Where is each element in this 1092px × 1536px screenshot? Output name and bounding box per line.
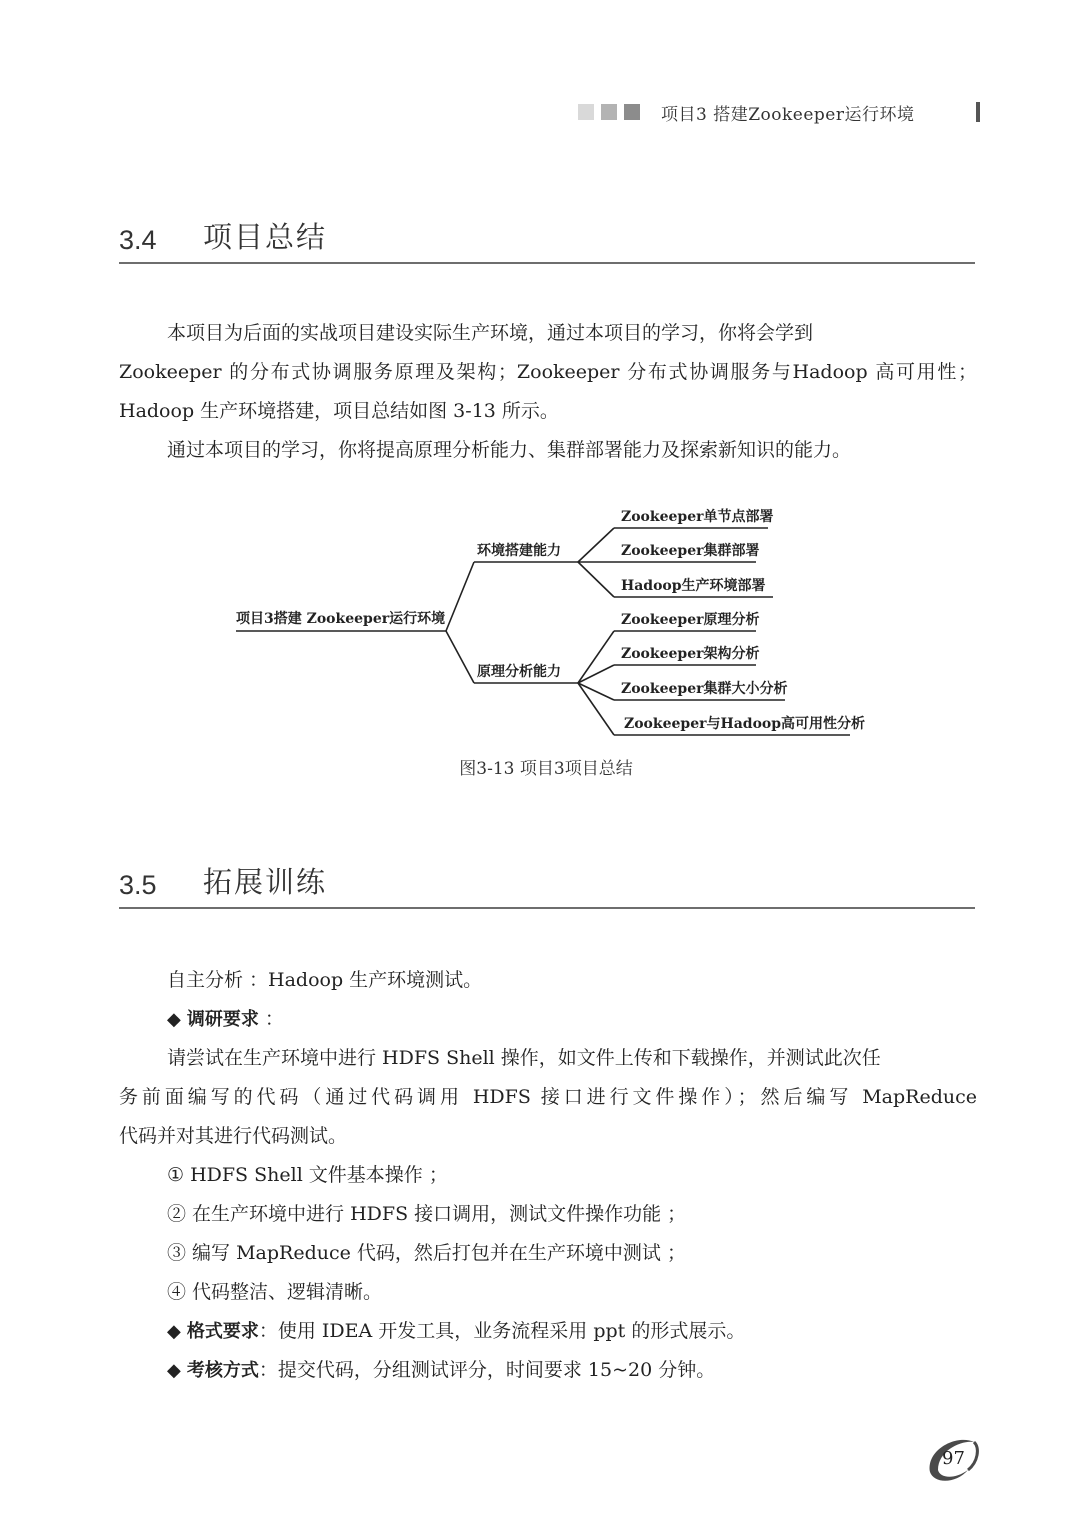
mindmap-leaf: Zookeeper集群大小分析 — [621, 681, 788, 697]
section-3-4-heading — [119, 222, 975, 264]
diamond-bullet-icon: ◆ — [167, 1321, 181, 1342]
assess-label: 考核方式 — [186, 1360, 259, 1381]
requirement-line-1: 请尝试在生产环境中进行 HDFS Shell 操作，如文件上传和下载操作，并测试此次任 — [167, 1047, 881, 1069]
assessment-method — [167, 1355, 715, 1382]
research-colon: ： — [258, 1008, 284, 1030]
research-requirement-heading — [167, 1004, 284, 1031]
requirement-line-2: 务前面编写的代码（通过代码调用 HDFS 接口进行文件操作）；然后编写 MapReduce — [119, 1086, 977, 1108]
mindmap-leaf: Hadoop生产环境部署 — [621, 578, 766, 594]
mindmap-leaf: Zookeeper单节点部署 — [621, 509, 774, 525]
page-number: 97 — [942, 1448, 965, 1469]
mindmap-leaf: Zookeeper架构分析 — [621, 646, 760, 662]
mindmap-leaf: Zookeeper与Hadoop高可用性分析 — [624, 716, 866, 732]
assess-text: ：提交代码，分组测试评分，时间要求 15~20 分钟。 — [258, 1359, 716, 1381]
requirement-line-3: 代码并对其进行代码测试。 — [119, 1125, 348, 1147]
header-square-3 — [624, 104, 640, 120]
header-square-2 — [601, 104, 617, 120]
list-item: ① HDFS Shell 文件基本操作 ； — [167, 1164, 448, 1186]
mindmap-leaf: Zookeeper原理分析 — [621, 612, 760, 628]
list-item: ② 在生产环境中进行 HDFS 接口调用，测试文件操作功能 ； — [167, 1203, 687, 1225]
format-label: 格式要求 — [186, 1321, 259, 1342]
section-3-5-body — [119, 965, 977, 1405]
diamond-bullet-icon: ◆ — [167, 1360, 181, 1381]
paragraph-1-line-1: 本项目为后面的实战项目建设实际生产环境，通过本项目的学习，你将会学到 — [167, 322, 814, 344]
list-item: ④ 代码整洁、逻辑清晰。 — [167, 1281, 383, 1303]
mindmap-figure — [0, 495, 1092, 750]
page-number-swoosh-icon — [924, 1432, 982, 1484]
page-number-badge — [924, 1432, 982, 1484]
research-label: 调研要求 — [186, 1009, 259, 1030]
section-title: 拓展训练 — [203, 865, 328, 899]
header-title: 项目3 搭建Zookeeper运行环境 — [661, 104, 915, 125]
diamond-bullet-icon: ◆ — [167, 1009, 181, 1030]
paragraph-2: 通过本项目的学习，你将提高原理分析能力、集群部署能力及探索新知识的能力。 — [167, 439, 852, 461]
header-bar — [976, 102, 980, 122]
format-requirement — [167, 1316, 745, 1343]
mindmap-root: 项目3搭建 Zookeeper运行环境 — [236, 611, 446, 627]
section-3-4-body — [119, 318, 977, 478]
section-title: 项目总结 — [203, 220, 328, 254]
mindmap-leaf: Zookeeper集群部署 — [621, 543, 760, 559]
figure-caption: 图3-13 项目3项目总结 — [459, 759, 633, 779]
section-number: 3.5 — [119, 870, 157, 900]
section-number: 3.4 — [119, 225, 157, 255]
header-square-1 — [578, 104, 594, 120]
intro-line: 自主分析 ：Hadoop 生产环境测试。 — [167, 969, 483, 991]
paragraph-1-line-2: Zookeeper 的分布式协调服务原理及架构；Zookeeper 分布式协调服务与Hadoop 高可用性； — [119, 361, 977, 383]
section-3-5-heading — [119, 867, 975, 909]
list-item: ③ 编写 MapReduce 代码，然后打包并在生产环境中测试 ； — [167, 1242, 686, 1264]
mindmap-branch-1: 环境搭建能力 — [477, 543, 561, 559]
format-text: ：使用 IDEA 开发工具，业务流程采用 ppt 的形式展示。 — [258, 1320, 746, 1342]
paragraph-1-line-3: Hadoop 生产环境搭建，项目总结如图 3-13 所示。 — [119, 400, 559, 422]
mindmap-branch-2: 原理分析能力 — [477, 664, 561, 680]
running-header — [578, 98, 980, 126]
